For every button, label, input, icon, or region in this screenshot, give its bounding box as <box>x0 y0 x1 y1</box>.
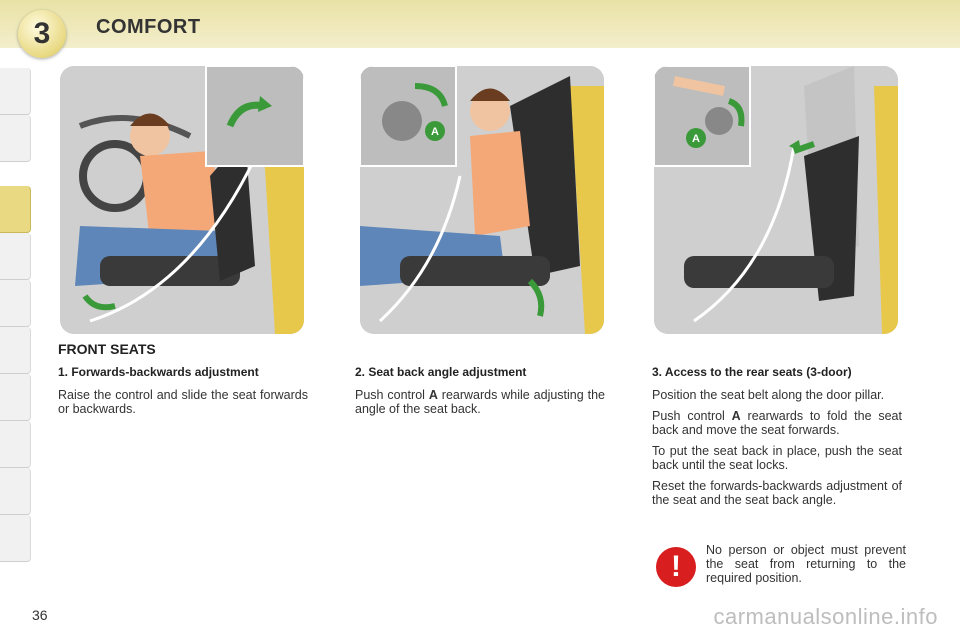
seat-back-angle-illustration <box>360 66 604 334</box>
chapter-tab-7[interactable] <box>0 374 31 421</box>
control-a-callout: A <box>431 126 439 138</box>
rear-access-illustration <box>654 66 898 334</box>
control-a-callout: A <box>692 133 700 145</box>
chapter-tab-5[interactable] <box>0 280 31 327</box>
column-rear-access <box>652 365 902 514</box>
paragraph-rear-access-2: Push control A rearwards to fold the seat back and move the seat forwards. <box>652 409 902 437</box>
seat-forward-adjust-illustration <box>60 66 304 334</box>
chapter-tab-6[interactable] <box>0 327 31 374</box>
paragraph-rear-access-3: To put the seat back in place, push the seat back until the seat locks. <box>652 444 902 472</box>
heading-forwards-backwards: 1. Forwards-backwards adjustment <box>58 365 259 379</box>
column-forwards-backwards <box>58 365 308 423</box>
chapter-tab-3[interactable] <box>0 186 31 233</box>
chapter-tab-10[interactable] <box>0 515 31 562</box>
chapter-tab-2[interactable] <box>0 115 31 162</box>
chapter-tab-8[interactable] <box>0 421 31 468</box>
chapter-tabs <box>0 68 32 576</box>
control-a-label: A <box>428 388 438 402</box>
chapter-number-badge: 3 <box>18 10 66 58</box>
chapter-tab-4[interactable] <box>0 233 31 280</box>
page-number: 36 <box>32 607 48 623</box>
paragraph-forwards-backwards: Raise the control and slide the seat forwards or backwards. <box>58 388 308 416</box>
chapter-title: COMFORT <box>96 16 201 38</box>
page-header <box>0 0 960 48</box>
heading-rear-access: 3. Access to the rear seats (3-door) <box>652 365 852 379</box>
paragraph-rear-access-1: Position the seat belt along the door pillar. <box>652 388 885 402</box>
control-a-label: A <box>731 409 741 423</box>
chapter-tab-1[interactable] <box>0 68 31 115</box>
section-title: FRONT SEATS <box>58 341 156 357</box>
paragraph-rear-access-4: Reset the forwards-backwards adjustment of the seat and the seat back angle. <box>652 479 902 507</box>
watermark: carmanualsonline.info <box>713 604 938 629</box>
warning-text: No person or object must prevent the seat from returning to the required position. <box>706 543 906 585</box>
heading-seat-back-angle: 2. Seat back angle adjustment <box>355 365 527 379</box>
column-seat-back-angle <box>355 365 605 423</box>
exclamation-icon: ! <box>656 547 696 587</box>
paragraph-seat-back-angle: Push control A rearwards while adjusting the angle of the seat back. <box>355 388 605 416</box>
chapter-tab-9[interactable] <box>0 468 31 515</box>
